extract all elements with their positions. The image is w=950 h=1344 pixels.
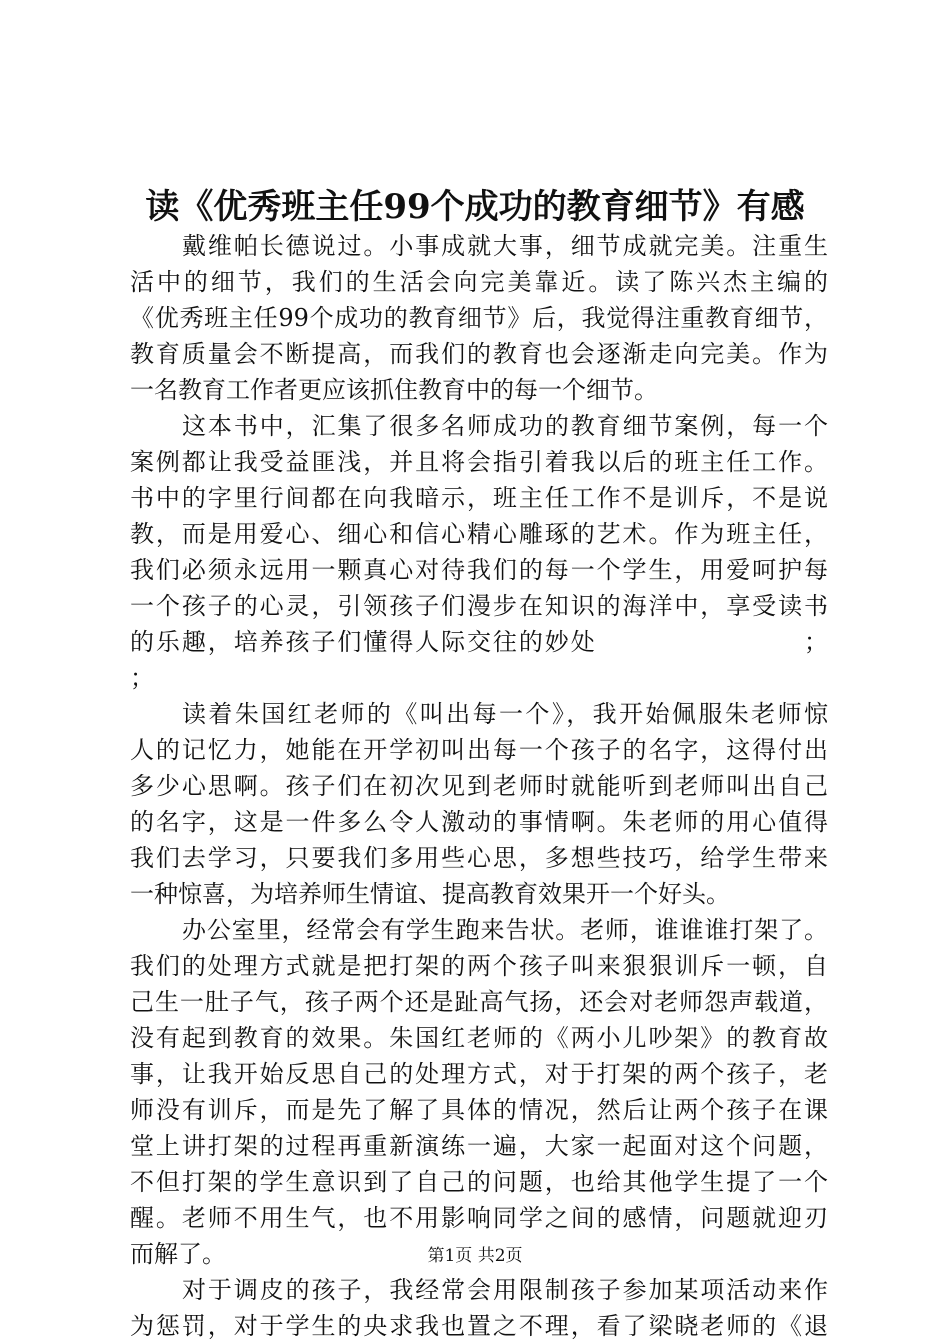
text-line: 活中的细节，我们的生活会向完美靠近。读了陈兴杰主编的 [130,268,828,296]
page-footer: 第1页 共2页 [427,1246,523,1266]
text-line: 一个孩子的心灵，引领孩子们漫步在知识的海洋中，享受读书 [130,592,828,620]
text-line: 案例都让我受益匪浅，并且将会指引着我以后的班主任工作。 [130,448,828,476]
text-line: 师没有训斥，而是先了解了具体的情况，然后让两个孩子在课 [130,1096,828,1124]
text-line: 教育质量会不断提高，而我们的教育也会逐渐走向完美。作为 [130,340,828,368]
text-line: 的乐趣，培养孩子们懂得人际交往的妙处 ； [130,628,828,656]
text-line: 读着朱国红老师的《叫出每一个》，我开始佩服朱老师惊 [182,700,828,728]
text-line: 我们必须永远用一颗真心对待我们的每一个学生，用爱呵护每 [130,556,828,584]
text-line: 教，而是用爱心、细心和信心精心雕琢的艺术。作为班主任， [130,520,828,548]
text-line: 对于调皮的孩子，我经常会用限制孩子参加某项活动来作 [182,1276,828,1304]
text-line: 而解了。 [130,1240,226,1268]
text-line: 《优秀班主任99个成功的教育细节》后，我觉得注重教育细节， [130,304,828,332]
text-line: 没有起到教育的效果。朱国红老师的《两小儿吵架》的教育故 [130,1024,828,1052]
text-line: 堂上讲打架的过程再重新演练一遍，大家一起面对这个问题， [130,1132,828,1160]
text-line: 这本书中，汇集了很多名师成功的教育细节案例，每一个 [182,412,828,440]
document-body [130,228,828,1344]
text-line: 为惩罚，对于学生的央求我也置之不理，看了梁晓老师的《退 [130,1312,828,1340]
text-line: 我们的处理方式就是把打架的两个孩子叫来狠狠训斥一顿，自 [130,952,828,980]
text-line: 己生一肚子气，孩子两个还是趾高气扬，还会对老师怨声载道， [130,988,828,1016]
text-line: 多少心思啊。孩子们在初次见到老师时就能听到老师叫出自己 [130,772,828,800]
text-line: ； [130,664,154,692]
text-line: 人的记忆力，她能在开学初叫出每一个孩子的名字，这得付出 [130,736,828,764]
text-line: 书中的字里行间都在向我暗示，班主任工作不是训斥，不是说 [130,484,828,512]
text-line: 事，让我开始反思自己的处理方式，对于打架的两个孩子，老 [130,1060,828,1088]
text-line: 办公室里，经常会有学生跑来告状。老师，谁谁谁打架了。 [182,916,828,944]
text-line: 戴维帕长德说过。小事成就大事，细节成就完美。注重生 [182,232,828,260]
text-line: 的名字，这是一件多么令人激动的事情啊。朱老师的用心值得 [130,808,828,836]
text-line: 我们去学习，只要我们多用些心思，多想些技巧，给学生带来 [130,844,828,872]
text-line: 不但打架的学生意识到了自己的问题，也给其他学生提了一个 [130,1168,828,1196]
text-line: 一名教育工作者更应该抓住教育中的每一个细节。 [130,376,658,404]
text-line: 一种惊喜，为培养师生情谊、提高教育效果开一个好头。 [130,880,730,908]
text-line: 醒。老师不用生气，也不用影响同学之间的感情，问题就迎刃 [130,1204,828,1232]
document-title: 读《优秀班主任99个成功的教育细节》有感 [145,187,805,227]
